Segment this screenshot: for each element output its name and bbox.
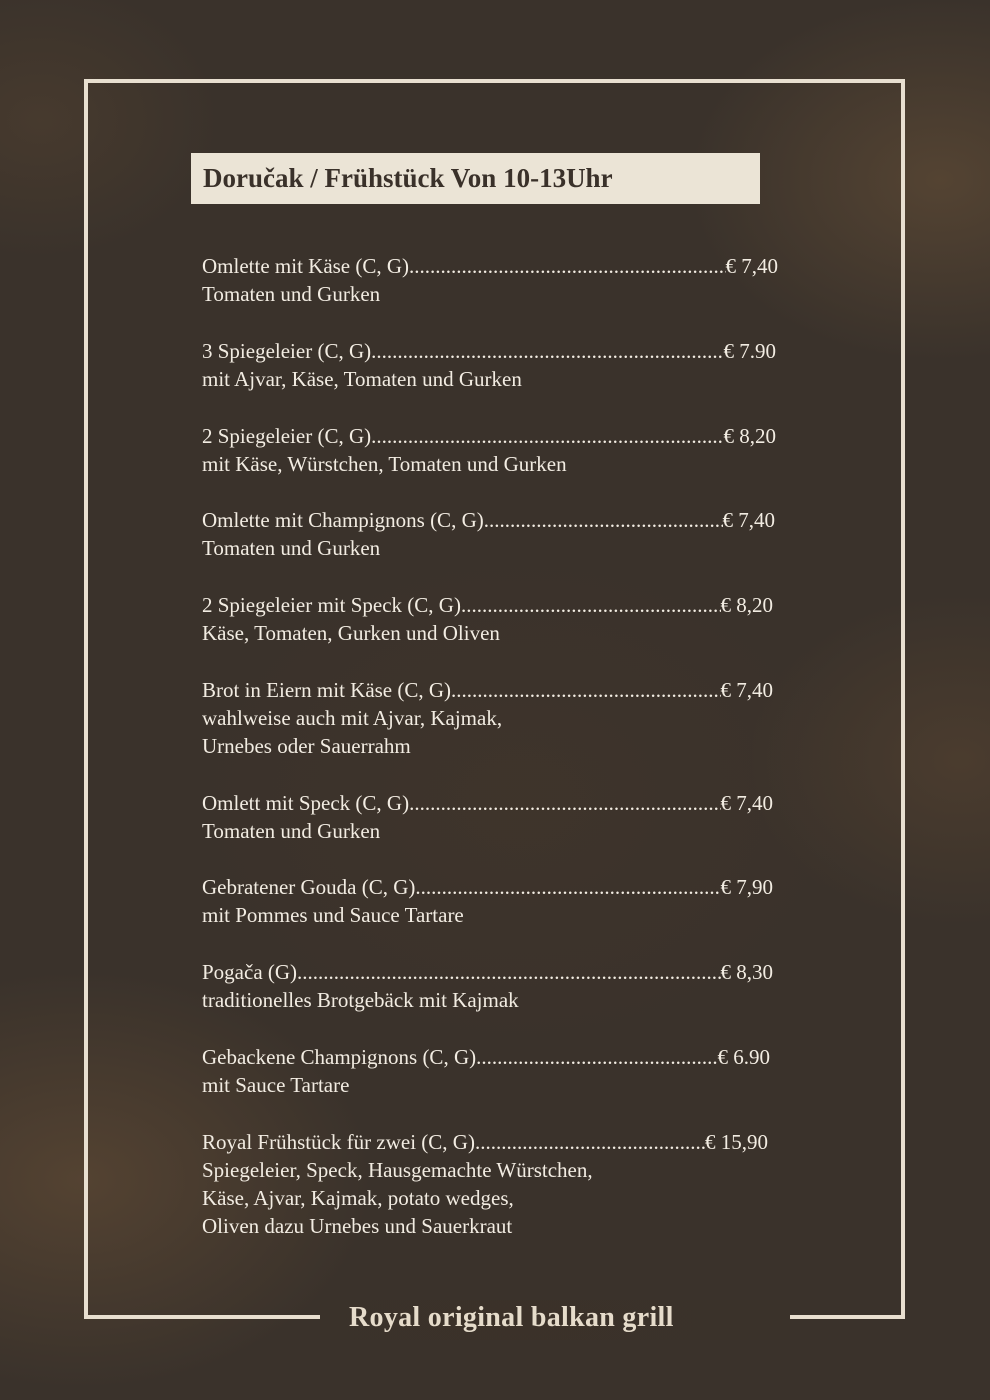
- menu-item: [202, 252, 778, 308]
- menu-item-name: Omlette mit Champignons (C, G): [202, 508, 484, 532]
- dot-leader: [371, 337, 723, 365]
- menu-item-description: Tomaten und Gurken: [202, 536, 381, 560]
- menu-item-description: Spiegeleier, Speck, Hausgemachte Würstchen,: [202, 1158, 593, 1182]
- menu-item-description: Käse, Ajvar, Kajmak, potato wedges,: [202, 1186, 514, 1210]
- menu-item-name: 3 Spiegeleier (C, G): [202, 339, 372, 363]
- menu-item-description: traditionelles Brotgebäck mit Kajmak: [202, 988, 519, 1012]
- menu-item-price: € 7,40: [720, 678, 773, 702]
- menu-item-price: € 7,40: [725, 254, 778, 278]
- menu-item-name: 2 Spiegeleier (C, G): [202, 424, 372, 448]
- menu-item: [202, 1043, 770, 1099]
- menu-item-description: mit Ajvar, Käse, Tomaten und Gurken: [202, 367, 522, 391]
- menu-item-description: mit Pommes und Sauce Tartare: [202, 903, 464, 927]
- menu-item: [202, 422, 776, 478]
- menu-item: [202, 1128, 768, 1240]
- menu-item: [202, 591, 773, 647]
- menu-item-price: € 7,90: [720, 875, 773, 899]
- menu-item-description: Oliven dazu Urnebes und Sauerkraut: [202, 1214, 513, 1238]
- menu-item-description: mit Sauce Tartare: [202, 1073, 350, 1097]
- menu-item: [202, 789, 773, 845]
- dot-leader: [415, 873, 720, 901]
- dot-leader: [297, 958, 720, 986]
- dot-leader: [475, 1128, 705, 1156]
- dot-leader: [476, 1043, 717, 1071]
- dot-leader: [461, 591, 721, 619]
- menu-item: [202, 676, 773, 760]
- menu-item-description: mit Käse, Würstchen, Tomaten und Gurken: [202, 452, 567, 476]
- menu-item: [202, 506, 775, 562]
- menu-item-description: wahlweise auch mit Ajvar, Kajmak,: [202, 706, 503, 730]
- menu-item-name: Royal Frühstück für zwei (C, G): [202, 1130, 475, 1154]
- menu-item-description: Käse, Tomaten, Gurken und Oliven: [202, 621, 500, 645]
- menu-item-name: Gebackene Champignons (C, G): [202, 1045, 477, 1069]
- menu-item-name: Gebratener Gouda (C, G): [202, 875, 416, 899]
- menu-item-name: Omlett mit Speck (C, G): [202, 791, 410, 815]
- menu-item-price: € 8,30: [720, 960, 773, 984]
- menu-item-description: Tomaten und Gurken: [202, 282, 381, 306]
- menu-item-price: € 8,20: [720, 593, 773, 617]
- dot-leader: [409, 789, 720, 817]
- menu-item-description: Urnebes oder Sauerrahm: [202, 734, 411, 758]
- menu-heading: Doručak / Frühstück Von 10-13Uhr: [203, 163, 613, 193]
- menu-item: [202, 873, 773, 929]
- dot-leader: [409, 252, 725, 280]
- menu-item-name: Omlette mit Käse (C, G): [202, 254, 410, 278]
- menu-item-price: € 15,90: [705, 1130, 768, 1154]
- menu-item: [202, 337, 776, 393]
- dot-leader: [451, 676, 720, 704]
- dot-leader: [484, 506, 723, 534]
- menu-item-name: Brot in Eiern mit Käse (C, G): [202, 678, 452, 702]
- menu-item: [202, 958, 773, 1014]
- menu-item-price: € 7,40: [722, 508, 775, 532]
- menu-item-price: € 7.90: [723, 339, 776, 363]
- menu-heading-box: [191, 153, 760, 204]
- restaurant-name-footer: Royal original balkan grill: [349, 1302, 674, 1333]
- menu-item-name: 2 Spiegeleier mit Speck (C, G): [202, 593, 461, 617]
- menu-item-description: Tomaten und Gurken: [202, 819, 381, 843]
- menu-item-price: € 8,20: [723, 424, 776, 448]
- menu-item-name: Pogača (G): [202, 960, 298, 984]
- menu-item-price: € 7,40: [720, 791, 773, 815]
- menu-item-price: € 6.90: [717, 1045, 770, 1069]
- dot-leader: [371, 422, 723, 450]
